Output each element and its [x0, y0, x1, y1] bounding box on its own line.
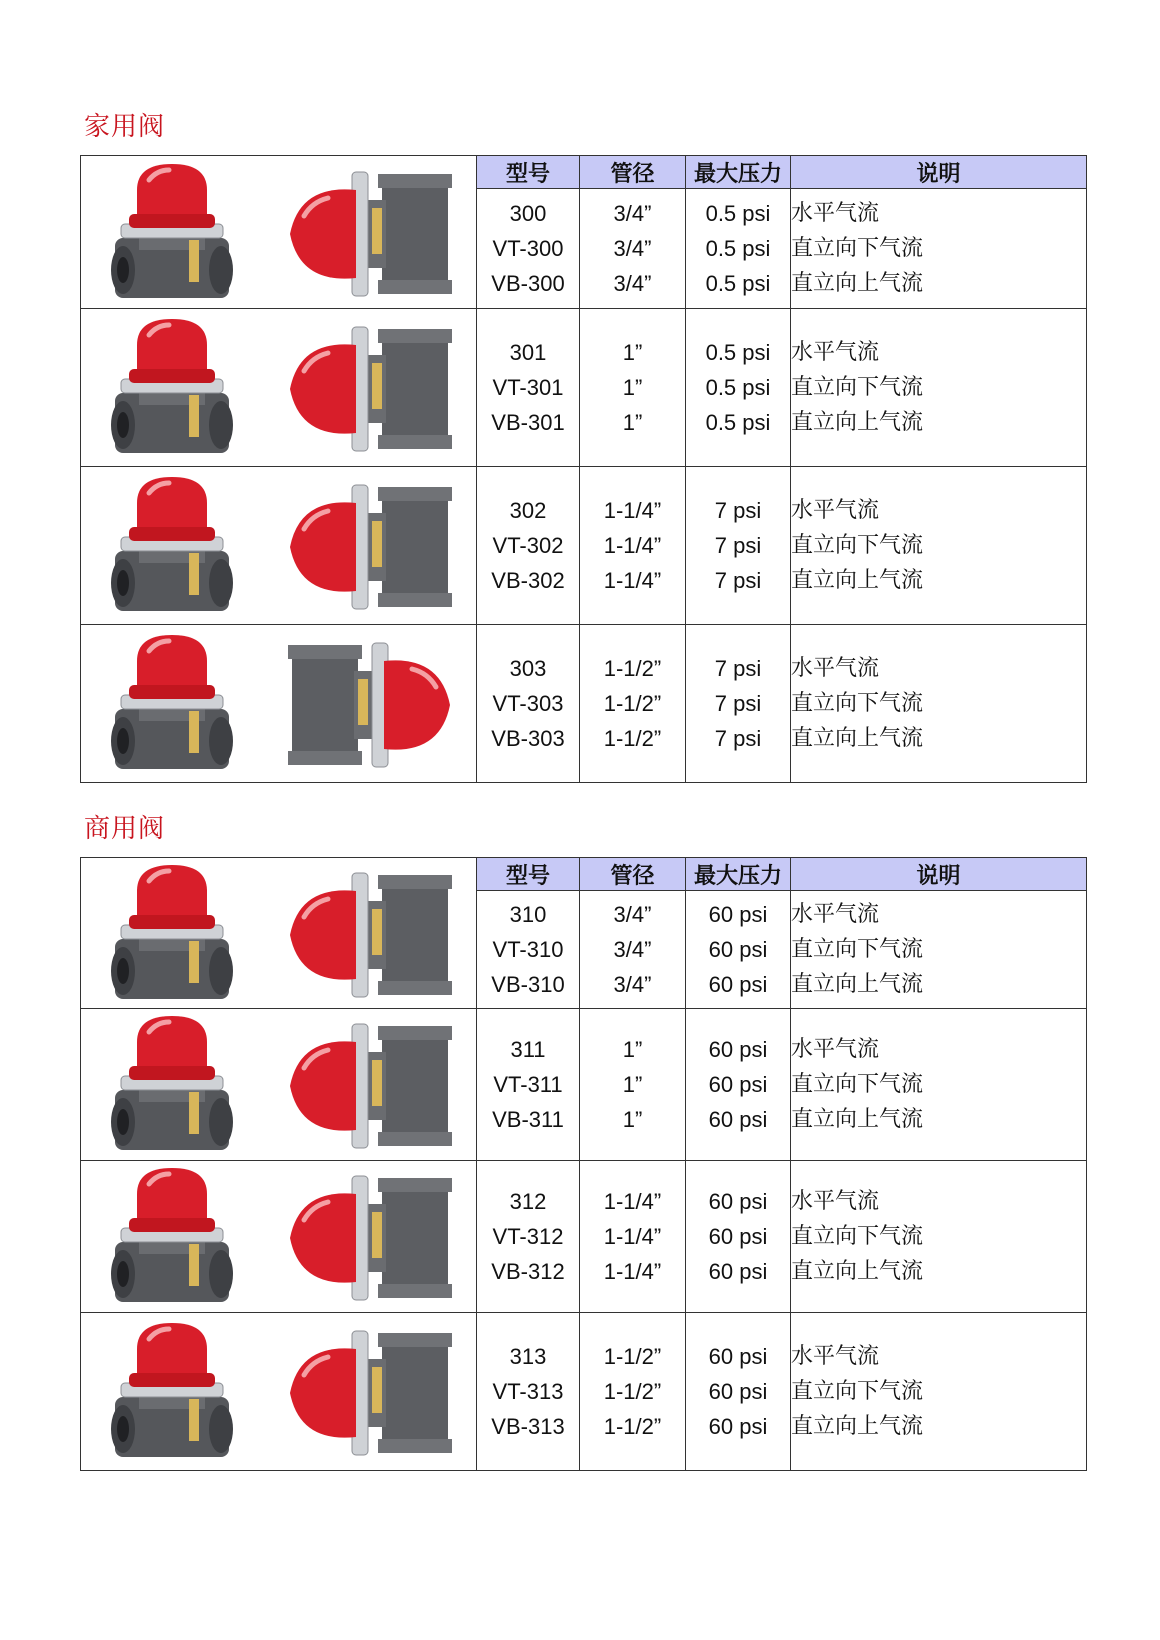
max-pressure-value: 0.5 psi: [705, 340, 771, 365]
pipe-size-cell: [580, 1313, 686, 1471]
commercial-valve-table: [80, 857, 1087, 1471]
model-value: VT-313: [492, 1379, 564, 1404]
max-pressure-value: 60 psi: [708, 1379, 768, 1404]
max-pressure-cell: [686, 189, 791, 309]
max-pressure-cell: [686, 1161, 791, 1313]
pipe-size-value: 3/4”: [613, 902, 652, 927]
table-row: [81, 467, 1087, 625]
model-value: VB-303: [491, 726, 565, 751]
pipe-size-cell: [580, 1161, 686, 1313]
commercial-title: 商用阀: [84, 814, 166, 844]
pipe-size-cell: [580, 467, 686, 625]
max-pressure-value: 7 psi: [714, 726, 762, 751]
description-value: 直立向上气流: [791, 271, 924, 296]
pipe-size-value: 3/4”: [613, 937, 652, 962]
header-desc: 说明: [791, 156, 1087, 189]
max-pressure-cell: [686, 625, 791, 783]
model-value: VB-302: [491, 568, 565, 593]
product-images-cell: [81, 1161, 477, 1313]
description-cell: [791, 1161, 1087, 1313]
description-value: 水平气流: [791, 498, 880, 523]
max-pressure-value: 0.5 psi: [705, 271, 771, 296]
max-pressure-cell: [686, 1313, 791, 1471]
model-value: 301: [509, 340, 547, 365]
max-pressure-value: 60 psi: [708, 1224, 768, 1249]
pipe-size-value: 1-1/4”: [603, 1189, 662, 1214]
model-cell: [477, 1313, 580, 1471]
valve-side-image: [280, 1319, 460, 1464]
valve-side-image: [280, 1012, 460, 1157]
description-value: 直立向上气流: [791, 1259, 924, 1284]
max-pressure-value: 7 psi: [714, 533, 762, 558]
pipe-size-value: 1-1/2”: [603, 1344, 662, 1369]
valve-front-image: [97, 315, 247, 460]
model-cell: [477, 1161, 580, 1313]
description-value: 直立向下气流: [791, 236, 924, 261]
model-value: VT-302: [492, 533, 564, 558]
model-value: 310: [509, 902, 547, 927]
description-value: 直立向上气流: [791, 972, 924, 997]
valve-side-image: [280, 1164, 460, 1309]
description-cell: [791, 1009, 1087, 1161]
max-pressure-value: 60 psi: [708, 1259, 768, 1284]
pipe-size-value: 1-1/2”: [603, 656, 662, 681]
max-pressure-cell: [686, 1009, 791, 1161]
description-value: 直立向下气流: [791, 375, 924, 400]
pipe-size-value: 1-1/4”: [603, 568, 662, 593]
header-pipe: 管径: [580, 858, 686, 891]
product-images-cell: [81, 156, 477, 309]
model-value: 303: [509, 656, 547, 681]
pipe-size-value: 1-1/4”: [603, 1259, 662, 1284]
table-row: [81, 858, 1087, 891]
max-pressure-cell: [686, 309, 791, 467]
description-value: 直立向上气流: [791, 1414, 924, 1439]
description-cell: [791, 1313, 1087, 1471]
household-valve-table: [80, 155, 1087, 783]
product-images-cell: [81, 858, 477, 1009]
table-row: [81, 1161, 1087, 1313]
model-value: VB-300: [491, 271, 565, 296]
description-cell: [791, 189, 1087, 309]
description-value: 直立向下气流: [791, 533, 924, 558]
pipe-size-value: 1”: [622, 375, 643, 400]
max-pressure-value: 60 psi: [708, 972, 768, 997]
valve-front-image: [97, 473, 247, 618]
max-pressure-value: 0.5 psi: [705, 375, 771, 400]
pipe-size-value: 1”: [622, 1037, 643, 1062]
pipe-size-value: 1-1/2”: [603, 1414, 662, 1439]
valve-front-image: [97, 861, 247, 1006]
description-cell: [791, 891, 1087, 1009]
header-pressure: 最大压力: [686, 156, 791, 189]
max-pressure-value: 0.5 psi: [705, 410, 771, 435]
max-pressure-value: 7 psi: [714, 691, 762, 716]
model-value: VT-310: [492, 937, 564, 962]
pipe-size-value: 1-1/4”: [603, 498, 662, 523]
max-pressure-value: 7 psi: [714, 568, 762, 593]
valve-front-image: [97, 1012, 247, 1157]
description-value: 水平气流: [791, 902, 880, 927]
valve-front-image: [97, 631, 247, 776]
description-value: 水平气流: [791, 656, 880, 681]
valve-side-image: [280, 315, 460, 460]
pipe-size-value: 1”: [622, 1072, 643, 1097]
description-value: 直立向上气流: [791, 568, 924, 593]
pipe-size-cell: [580, 1009, 686, 1161]
max-pressure-value: 60 psi: [708, 937, 768, 962]
model-cell: [477, 891, 580, 1009]
header-desc: 说明: [791, 858, 1087, 891]
max-pressure-value: 60 psi: [708, 1414, 768, 1439]
model-value: VT-303: [492, 691, 564, 716]
max-pressure-value: 0.5 psi: [705, 236, 771, 261]
valve-side-image: [280, 160, 460, 305]
pipe-size-value: 1-1/2”: [603, 691, 662, 716]
description-cell: [791, 309, 1087, 467]
pipe-size-cell: [580, 309, 686, 467]
model-value: VT-311: [493, 1072, 563, 1097]
model-value: 313: [509, 1344, 547, 1369]
max-pressure-value: 60 psi: [708, 902, 768, 927]
model-value: VB-301: [491, 410, 565, 435]
model-value: VB-312: [491, 1259, 565, 1284]
pipe-size-value: 1-1/2”: [603, 726, 662, 751]
pipe-size-value: 1-1/2”: [603, 1379, 662, 1404]
max-pressure-cell: [686, 891, 791, 1009]
description-value: 水平气流: [791, 201, 880, 226]
max-pressure-value: 7 psi: [714, 656, 762, 681]
table-row: [81, 1313, 1087, 1471]
pipe-size-value: 3/4”: [613, 201, 652, 226]
description-value: 直立向上气流: [791, 726, 924, 751]
model-value: VB-310: [491, 972, 565, 997]
max-pressure-value: 7 psi: [714, 498, 762, 523]
description-value: 直立向下气流: [791, 1224, 924, 1249]
model-cell: [477, 467, 580, 625]
table-row: [81, 309, 1087, 467]
model-value: VT-300: [492, 236, 564, 261]
valve-front-image: [97, 1164, 247, 1309]
description-value: 直立向上气流: [791, 1107, 924, 1132]
max-pressure-value: 60 psi: [708, 1037, 768, 1062]
model-value: VB-311: [492, 1107, 564, 1132]
description-value: 水平气流: [791, 1189, 880, 1214]
description-value: 水平气流: [791, 1344, 880, 1369]
max-pressure-value: 60 psi: [708, 1107, 768, 1132]
pipe-size-value: 1”: [622, 1107, 643, 1132]
pipe-size-cell: [580, 625, 686, 783]
max-pressure-value: 0.5 psi: [705, 201, 771, 226]
max-pressure-value: 60 psi: [708, 1344, 768, 1369]
header-pressure: 最大压力: [686, 858, 791, 891]
model-value: 300: [509, 201, 547, 226]
valve-side-image: [280, 631, 460, 776]
model-value: VT-301: [492, 375, 564, 400]
table-row: [81, 625, 1087, 783]
description-value: 直立向下气流: [791, 1379, 924, 1404]
pipe-size-value: 1-1/4”: [603, 1224, 662, 1249]
product-images-cell: [81, 467, 477, 625]
model-value: VB-313: [491, 1414, 565, 1439]
valve-front-image: [97, 1319, 247, 1464]
pipe-size-cell: [580, 189, 686, 309]
valve-side-image: [280, 861, 460, 1006]
description-value: 直立向下气流: [791, 937, 924, 962]
description-value: 水平气流: [791, 1037, 880, 1062]
model-cell: [477, 189, 580, 309]
description-value: 水平气流: [791, 340, 880, 365]
description-value: 直立向上气流: [791, 410, 924, 435]
valve-front-image: [97, 160, 247, 305]
pipe-size-cell: [580, 891, 686, 1009]
pipe-size-value: 1”: [622, 340, 643, 365]
model-cell: [477, 625, 580, 783]
pipe-size-value: 1”: [622, 410, 643, 435]
pipe-size-value: 1-1/4”: [603, 533, 662, 558]
table-row: [81, 156, 1087, 189]
pipe-size-value: 3/4”: [613, 972, 652, 997]
model-value: 311: [510, 1037, 546, 1062]
model-value: 312: [509, 1189, 547, 1214]
header-pipe: 管径: [580, 156, 686, 189]
product-images-cell: [81, 309, 477, 467]
product-images-cell: [81, 1313, 477, 1471]
max-pressure-value: 60 psi: [708, 1072, 768, 1097]
valve-side-image: [280, 473, 460, 618]
description-cell: [791, 467, 1087, 625]
description-value: 直立向下气流: [791, 1072, 924, 1097]
model-value: VT-312: [492, 1224, 564, 1249]
table-row: [81, 1009, 1087, 1161]
product-images-cell: [81, 625, 477, 783]
header-model: 型号: [477, 156, 580, 189]
pipe-size-value: 3/4”: [613, 271, 652, 296]
product-images-cell: [81, 1009, 477, 1161]
model-cell: [477, 1009, 580, 1161]
pipe-size-value: 3/4”: [613, 236, 652, 261]
description-value: 直立向下气流: [791, 691, 924, 716]
header-model: 型号: [477, 858, 580, 891]
model-cell: [477, 309, 580, 467]
description-cell: [791, 625, 1087, 783]
max-pressure-cell: [686, 467, 791, 625]
model-value: 302: [509, 498, 547, 523]
household-title: 家用阀: [84, 112, 166, 142]
max-pressure-value: 60 psi: [708, 1189, 768, 1214]
